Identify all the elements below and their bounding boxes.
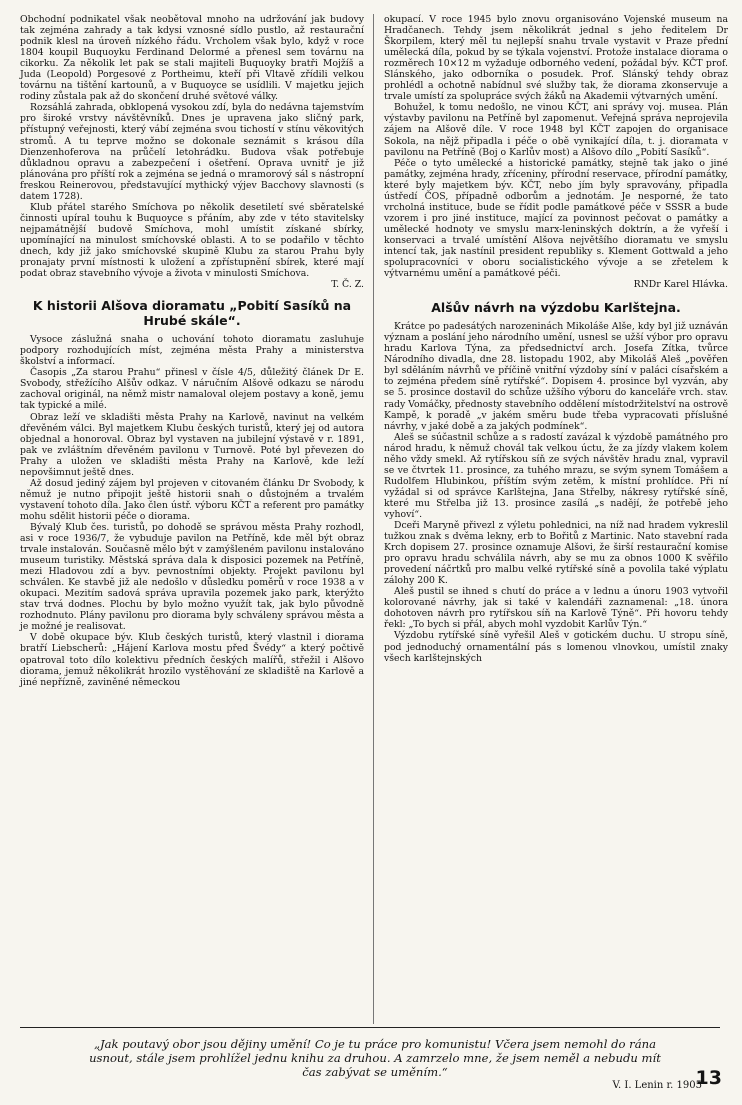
footer-rule (20, 1027, 720, 1028)
diorama-signature: RNDr Karel Hlávka. (633, 279, 728, 291)
intro-paragraph-3: Klub přátel starého Smíchova po několik desetiletí své sběratelské činnosti upíral touhu k Buquoyce s přáním, aby zde v této stavitelsky nejpamátnější budově Smíchova, mohl umístit získané sbírky, upomínající na minulost smíchovské oblasti. A to se podařilo v těchto dnech, kdy již jako smíchovské skupině Klubu za starou Prahu byly pronajaty první místnosti k uložení a zpřístupnění sbírek, které mají podat obraz stavebního vývoje a života v minulosti Smíchova. (20, 201, 364, 280)
intro-signature: T. Č. Z. (331, 279, 364, 291)
karlstejn-paragraph-5: Výzdobu rytířské síně vyřešil Aleš v gotickém duchu. U stropu síně, pod jednoduchý ornamentální pás s lomenou vlnovkou, umístil znaky všech karlštejnských (384, 630, 728, 664)
karlstejn-paragraph-3: Dceři Maryně přivezl z výletu pohlednici, na níž nad hradem vykreslil tužkou znak s dvěma lekny, erb to Bořitů z Martinic. Nato stavební rada Krch dopisem 27. prosince oznamuje Alšovi, že širší restaurační komise pro opravu hradu schválila návrh, aby se mu za obnos 1000 K svěřilo provedení náčrtků pro malbu velké rytířské síně a povolila také výplatu zálohy 200 K. (384, 520, 728, 587)
diorama-continued-3: Péče o tyto umělecké a historické památky, stejně tak jako o jiné památky, zejména hrady, zříceniny, přírodní reservace, přírodní památky, které byly majetkem býv. KČT, nebo jím byly spravovány, připadla ústředí ČOS, případně odborům a jednotám. Je nesporné, že tato vrcholná instituce, bude se řídit podle památkové péče v SSSR a bude vzorem i pro jiné instituce, mající za povinnost pečovat o památky a umělecké hodnoty ve smyslu marx-leninských doktrín, a že vyřeší i konservaci a trvalé umístění Alšova největšího dioramatu ve smyslu intencí tak, jak nastínil president republiky s. Klement Gottwald a jeho spolupracovníci v oboru socialistického vývoje a se zřetelem k výtvarnému umění a památkové péči. (384, 157, 728, 280)
diorama-paragraph-5: Bývalý Klub čes. turistů, po dohodě se správou města Prahy rozhodl, asi v roce 1936/7, že vybuduje pavilon na Petříně, kde měl být obraz trvale instalován. Současně mělo být v zamýšleném pavilonu instalováno museum turistiky. Městská správa dala k disposici pozemek na Petříně, mezi Hladovou zdí a byv. pevnostními objekty. Projekt pavilonu byl schválen. Ke stavbě již ale nedošlo v důsledku poměrů v roce 1938 a v okupaci. Mezitím sadová správa upravila pozemek jako park, kterýžto stav trvá dodnes. Plochu by bylo možno využít tak, jak bylo původně rozhodnuto. Plány pavilonu pro diorama byly schváleny správou města a je možné je realisovat. (20, 521, 364, 633)
page-number: 13 (695, 1067, 722, 1089)
karlstejn-paragraph-1: Krátce po padesátých narozeninách Mikoláše Alše, kdy byl již uznáván význam a poslání jeho národního umění, usnesl se užší výbor pro opravu hradu Karlova Týna, za předsednictví arch. Josefa Zítka, tvůrce Národního divadla, dne 28. listopadu 1902, aby Mikoláš Aleš „pověřen byl sděláním návrhů ve příčině vnitřní výzdoby síní v paláci císařském a to zejména předem síně rytířské“. Dopisem 4. prosince byl vyzván, aby se 5. prosince dostavil do schůze užšího výboru do kanceláře vrch. stav. rady Vomáčky, přednosty stavebního oddělení místodržitelství na ostrově Kampě, k poradě „v jakém směru bude třeba vypracovati příslušné návrhy, v jaké době a za jakých podmínek“. (384, 321, 728, 432)
lenin-quote: „Jak poutavý obor jsou dějiny umění! Co je tu práce pro komunistu! Včera jsem nemohl do rána usnout, stále jsem prohlížel jednu knihu za druhou. A zamrzelo mne, že jsem neměl a nebudu mít čas zabývat se uměním.“ (89, 1037, 661, 1079)
diorama-paragraph-4: Až dosud jediný zájem byl projeven v citovaném článku Dr Svobody, k němuž je nutno připojit ještě historii snah o důstojném a trvalém vystavení tohoto díla. Jako člen ústř. výboru KČT a referent pro památky mohu sdělit historii péče o diorama. (20, 477, 364, 522)
diorama-continued-2: Bohužel, k tomu nedošlo, ne vinou KČT, ani správy voj. musea. Plán výstavby pavilonu na Petříně byl zapomenut. Veřejná správa neprojevila zájem na Alšově díle. V roce 1948 byl KČT zapojen do organisace Sokola, na nějž připadla i péče o obě vynikající díla, t. j. dioramata v pavilonu na Petříně (Boj o Karlův most) a Alšovo dílo „Pobití Sasíků“. (384, 102, 728, 158)
diorama-paragraph-3: Obraz leží ve skladišti města Prahy na Karlově, navinut na velkém dřevěném válci. Byl majetkem Klubu českých turistů, který jej od autora objednal a honoroval. Obraz byl vystaven na jubilejní výstavě v r. 1891, pak ve zvláštním dřevěném pavilonu v Turnově. Poté byl převezen do Prahy a uložen ve skladišti města Prahy na Karlově, kde leží nepovšimnut ještě dnes. (20, 411, 364, 478)
article-heading-karlstejn: Alšův návrh na výzdobu Karlštejna. (431, 300, 681, 316)
article-heading-diorama: K historii Alšova dioramatu „Pobití Sasíků na Hrubé skále“. (32, 298, 352, 329)
intro-paragraph-2: Rozsáhlá zahrada, obklopená vysokou zdí, byla do nedávna tajemstvím pro široké vrstvy návštěvníků. Dnes je upravena jako sličný park, přístupný veřejnosti, který vábí zejména svou tichostí v stínu věkovitých stromů. A tu teprve možno se dokonale seznámit s krásou díla Dienzenhoferova na průčelí letohrádku. Budova však potřebuje důkladnou opravu a zabezpečení i ošetření. Oprava uvnitř je již plánována pro příští rok a zejména se jedná o mramorový sál s nástropní freskou Reinerovou, představující mythický výjev Bacchovy slavnosti (s datem 1728). (20, 102, 364, 202)
right-column (384, 14, 728, 664)
diorama-paragraph-6: V době okupace býv. Klub českých turistů, který vlastnil i diorama bratří Liebscherů: „Hájení Karlova mostu před Švédy“ a který počtivě opatroval toto dílo kolektivu předních českých malířů, střežil i Alšovo diorama, jemuž několikrát hrozilo vystěhování ze skladiště na Karlově a jiné nepřízně, zaviněné německou (20, 632, 364, 688)
diorama-paragraph-2: Časopis „Za starou Prahu“ přinesl v čísle 4/5, důležitý článek Dr E. Svobody, střežícího Alšův odkaz. V náručním Alšově odkazu se národu zachoval originál, na němž mistr namaloval olejem postavy a koně, jemu tak typické a milé. (20, 367, 364, 412)
quote-author: V. I. Lenin r. 1905 (612, 1080, 702, 1091)
diorama-paragraph-1: Vysoce záslužná snaha o uchování tohoto dioramatu zasluhuje podpory rozhodujících míst, zejména města Prahy a ministerstva školství a informací. (20, 334, 364, 368)
left-column (20, 14, 364, 688)
diorama-continued-1: okupací. V roce 1945 bylo znovu organisováno Vojenské museum na Hradčanech. Tehdy jsem několikrát jednal s jeho ředitelem Dr Škorpilem, který měl tu nejlepší snahu trvale vystavit v Praze přední umělecká díla, pokud by se týkala vojenství. Protože instalace diorama o rozměrech 10×12 m vyžaduje odborného vedení, požádal býv. KČT prof. Slánského, jako odborníka o posudek. Prof. Slánský tehdy obraz prohlédl a ochotně nabídnul své služby tak, že diorama zkonservuje a trvale umístí za spolupráce svých žáků na Akademii výtvarných umění. (384, 14, 728, 103)
karlstejn-paragraph-2: Aleš se súčastnil schůze a s radostí zavázal k výzdobě památného pro národ hradu, k němuž chovál tak velkou úctu, že za jízdy vlakem kolem něho vždy smekl. Až rytířskou síň ze svých návštěv hradu znal, vypravil se ve čtvrtek 11. prosince, za tuhého mrazu, se svým synem Tomášem a Rudolfem Hlubinkou, příštím svým zetěm, k místní prohlídce. Při ní vyžádal si od správce Karlštejna, Jana Střelby, nákresy rytířské síně, které mu Střelba již 13. prosince zasílá „s nadějí, že potřebě jeho vyhoví“. (384, 431, 728, 520)
column-divider (373, 14, 374, 1024)
intro-paragraph-1: Obchodní podnikatel však neobětoval mnoho na udržování jak budovy tak zejména zahrady a tak kdysi vznosné sídlo pustlo, až restaurační podnik klesl na úroveň nízkého řádu. Vrcholem však bylo, když v roce 1804 koupil Buquoyku Ferdinand Delormé a přenesl sem továrnu na cikorku. Za několik let pak se stali majiteli Buquoyky bratři Mojžíš a Juda (Leopold) Porgesové z Portheimu, kteří při Vltavě zřídili velkou továrnu na tištění kartounů, a v Buquoyce se usídlili. V majetku jejich rodiny zůstala pak až do skončení druhé světové války. (20, 14, 364, 103)
karlstejn-paragraph-4: Aleš pustil se ihned s chutí do práce a v lednu a únoru 1903 vytvořil kolorované návrhy, jak si také v kalendáři zaznamenal: „18. února dohotoven návrh pro rytířskou síň na Karlově Týně“. Při hovoru tehdy řekl: „To bych si přál, abych mohl vyzdobit Karlův Týn.“ (384, 586, 728, 631)
